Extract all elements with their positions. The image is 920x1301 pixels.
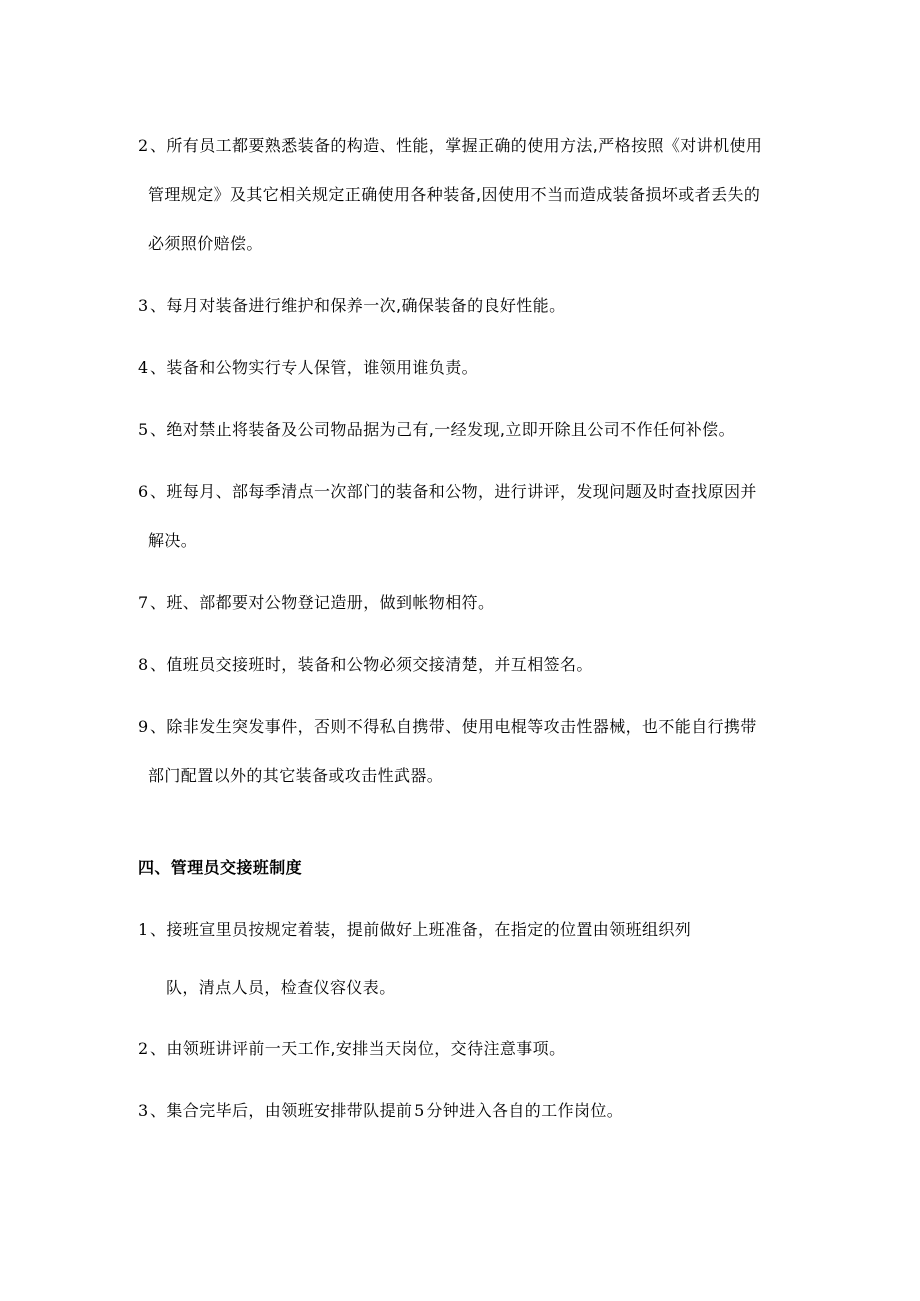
item-number: 2 bbox=[138, 136, 149, 155]
item-text: 解决。 bbox=[148, 531, 198, 550]
item-number: 1 bbox=[138, 920, 149, 939]
item-text: 、接班宣里员按规定着装，提前做好上班准备，在指定的位置由领班组织列 bbox=[150, 920, 692, 939]
item-number: 7 bbox=[138, 593, 149, 612]
list-item-continuation bbox=[166, 978, 396, 998]
list-item-continuation bbox=[148, 766, 443, 786]
item-number: 9 bbox=[138, 717, 149, 736]
list-item bbox=[138, 136, 762, 156]
item-text: 、班、部都要对公物登记造册，做到帐物相符。 bbox=[150, 593, 495, 612]
item-number: 2 bbox=[138, 1039, 149, 1058]
item-text: 、绝对禁止将装备及公司物品据为己有,一经发现,立即开除且公司不作任何补偿。 bbox=[150, 420, 735, 439]
item-text: 分钟进入各自的工作岗位。 bbox=[426, 1101, 624, 1120]
item-text: 、装备和公物实行专人保管，谁领用谁负责。 bbox=[150, 358, 479, 377]
item-text: 、每月对装备进行维护和保养一次,确保装备的良好性能。 bbox=[150, 296, 566, 315]
list-item bbox=[138, 593, 494, 613]
item-number: 5 bbox=[138, 420, 149, 439]
item-number: 4 bbox=[138, 358, 149, 377]
item-text: 、班每月、部每季清点一次部门的装备和公物，进行讲评，发现问题及时查找原因并 bbox=[150, 482, 757, 501]
list-item bbox=[138, 420, 735, 440]
item-number: 8 bbox=[138, 655, 149, 674]
list-item bbox=[138, 482, 757, 502]
list-item bbox=[138, 358, 478, 378]
item-text: 管理规定》及其它相关规定正确使用各种装备,因使用不当而造成装备损坏或者丢失的 bbox=[148, 185, 761, 204]
list-item-continuation bbox=[148, 234, 263, 254]
list-item-continuation bbox=[148, 185, 760, 205]
list-item bbox=[138, 1039, 566, 1059]
item-number: 3 bbox=[138, 1101, 149, 1120]
inline-number: 5 bbox=[414, 1101, 425, 1120]
item-number: 6 bbox=[138, 482, 149, 501]
item-text: 必须照价赔偿。 bbox=[148, 234, 263, 253]
item-text: 队，清点人员，检查仪容仪表。 bbox=[166, 978, 396, 997]
list-item-continuation bbox=[148, 531, 197, 551]
item-text: 、值班员交接班时，装备和公物必须交接清楚，并互相签名。 bbox=[150, 655, 593, 674]
list-item bbox=[138, 655, 593, 675]
item-text: 部门配置以外的其它装备或攻击性武器。 bbox=[148, 766, 444, 785]
item-text: 、除非发生突发事件，否则不得私自携带、使用电棍等攻击性器械，也不能自行携带 bbox=[150, 717, 757, 736]
list-item bbox=[138, 920, 691, 940]
section-heading: 四、管理员交接班制度 bbox=[138, 858, 303, 877]
list-item bbox=[138, 1101, 623, 1121]
item-text: 、集合完毕后，由领班安排带队提前 bbox=[150, 1101, 413, 1120]
list-item bbox=[138, 296, 566, 316]
item-text: 、所有员工都要熟悉装备的构造、性能，掌握正确的使用方法,严格按照《对讲机使用 bbox=[150, 136, 763, 155]
item-number: 3 bbox=[138, 296, 149, 315]
item-text: 、由领班讲评前一天工作,安排当天岗位，交待注意事项。 bbox=[150, 1039, 566, 1058]
list-item bbox=[138, 717, 757, 737]
